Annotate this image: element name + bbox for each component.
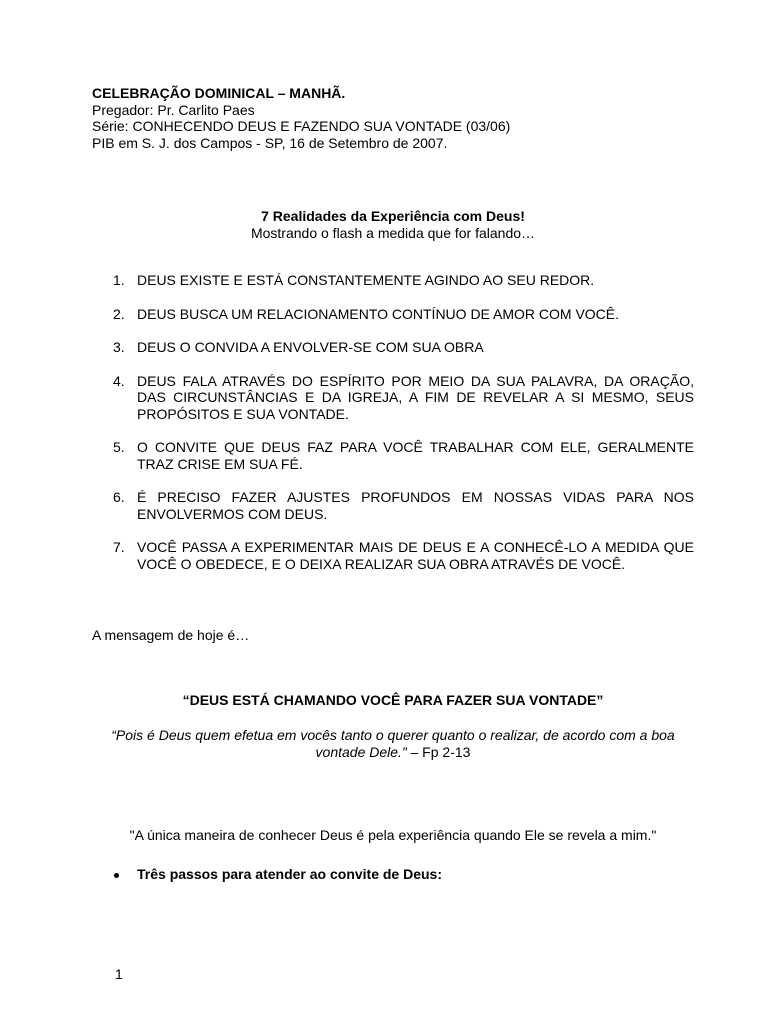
message-intro: A mensagem de hoje é… bbox=[92, 627, 250, 643]
list-item-text: O CONVITE QUE DEUS FAZ PARA VOCÊ TRABALHAR COM ELE, GERALMENTE TRAZ CRISE EM SUA FÉ. bbox=[137, 439, 694, 472]
list-item-text: VOCÊ PASSA A EXPERIMENTAR MAIS DE DEUS E A CONHECÊ-LO A MEDIDA QUE VOCÊ O OBEDECE, E O DEIXA REALIZAR SUA OBRA ATRAVÉS DE VOCÊ. bbox=[137, 539, 694, 572]
bullet-icon bbox=[114, 873, 119, 878]
verse-quote: “Pois é Deus quem efetua em vocês tanto o querer quanto o realizar, de acordo com a boa vontade Dele.” bbox=[111, 727, 675, 760]
list-item bbox=[92, 439, 694, 472]
list-item-text: DEUS FALA ATRAVÉS DO ESPÍRITO POR MEIO DA SUA PALAVRA, DA ORAÇÃO, DAS CIRCUNSTÂNCIAS E DA IGREJA, A FIM DE REVELAR A SI MESMO, SEUS PROPÓSITOS E SUA VONTADE. bbox=[137, 372, 694, 422]
experience-quote: "A única maneira de conhecer Deus é pela experiência quando Ele se revela a mim." bbox=[129, 827, 657, 843]
celebration-title: CELEBRAÇÃO DOMINICAL – MANHÃ. bbox=[92, 85, 346, 101]
realities-list bbox=[92, 272, 694, 589]
bible-verse bbox=[92, 727, 694, 760]
preacher-line: Pregador: Pr. Carlito Paes bbox=[92, 101, 255, 118]
list-item bbox=[92, 489, 694, 522]
list-item-text: É PRECISO FAZER AJUSTES PROFUNDOS EM NOSSAS VIDAS PARA NOS ENVOLVERMOS COM DEUS. bbox=[137, 489, 694, 522]
section-heading bbox=[92, 208, 694, 241]
page-number: 1 bbox=[115, 966, 123, 982]
list-item-number: 4. bbox=[113, 372, 125, 389]
bullet-text: Três passos para atender ao convite de Deus: bbox=[137, 866, 443, 882]
list-item-text: DEUS BUSCA UM RELACIONAMENTO CONTÍNUO DE AMOR COM VOCÊ. bbox=[137, 305, 620, 322]
list-item bbox=[92, 306, 694, 323]
list-item bbox=[92, 373, 694, 423]
document-header bbox=[92, 85, 712, 151]
list-item-number: 6. bbox=[113, 489, 125, 505]
list-item-number: 3. bbox=[113, 339, 125, 355]
list-item-text: DEUS O CONVIDA A ENVOLVER-SE COM SUA OBRA bbox=[137, 339, 484, 355]
list-item-text: DEUS EXISTE E ESTÁ CONSTANTEMENTE AGINDO AO SEU REDOR. bbox=[137, 272, 595, 288]
list-item bbox=[92, 539, 694, 572]
message-title: “DEUS ESTÁ CHAMANDO VOCÊ PARA FAZER SUA VONTADE” bbox=[182, 692, 604, 708]
list-item bbox=[92, 339, 694, 356]
list-item-number: 1. bbox=[113, 272, 125, 288]
list-item-number: 7. bbox=[113, 539, 125, 555]
series-line: Série: CONHECENDO DEUS E FAZENDO SUA VONTADE (03/06) bbox=[92, 118, 511, 134]
list-item-number: 5. bbox=[113, 439, 125, 455]
list-item-number: 2. bbox=[113, 305, 125, 322]
list-item bbox=[92, 272, 694, 289]
location-date-line: PIB em S. J. dos Campos - SP, 16 de Setembro de 2007. bbox=[92, 134, 448, 151]
section-subtitle: Mostrando o flash a medida que for falando… bbox=[250, 224, 536, 241]
section-title: 7 Realidades da Experiência com Deus! bbox=[261, 208, 525, 224]
verse-reference: – Fp 2-13 bbox=[406, 743, 471, 760]
